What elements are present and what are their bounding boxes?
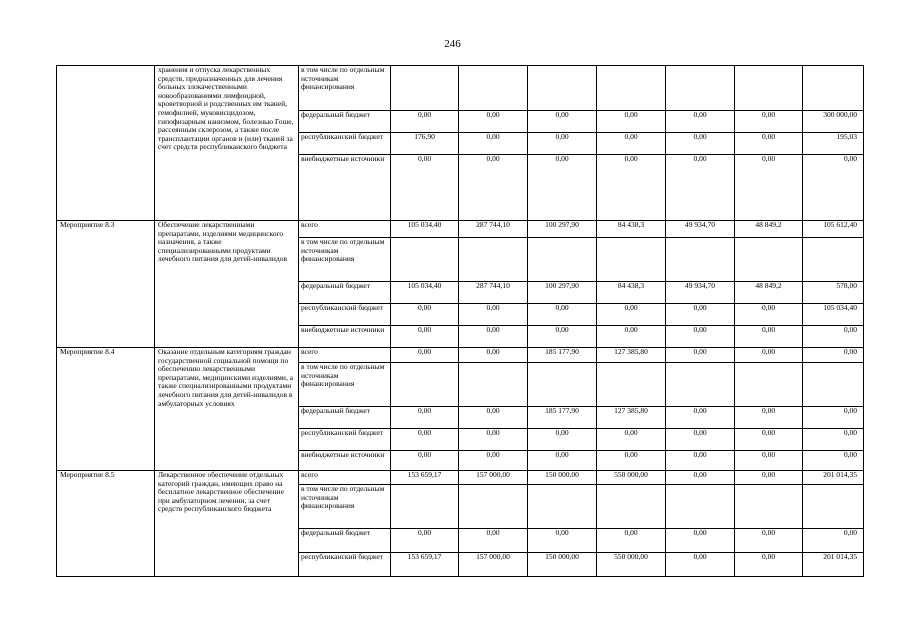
amount-cell: 49 934,70 [666, 282, 735, 304]
amount-cell [803, 66, 864, 111]
amount-cell: 0,00 [735, 111, 803, 133]
amount-cell: 0,00 [803, 407, 864, 429]
amount-cell: 0,00 [459, 529, 528, 553]
amount-cell [391, 485, 459, 529]
amount-cell [459, 238, 528, 282]
amount-cell: 0,00 [528, 429, 597, 451]
amount-cell: 0,00 [391, 529, 459, 553]
funding-source: всего [299, 221, 391, 238]
amount-cell: 100 297,90 [528, 282, 597, 304]
amount-cell: 0,00 [528, 451, 597, 471]
amount-cell: 0,00 [528, 304, 597, 326]
amount-cell: 0,00 [735, 155, 803, 221]
amount-cell [391, 363, 459, 407]
amount-cell: 287 744,10 [459, 221, 528, 238]
amount-cell: 0,00 [391, 451, 459, 471]
amount-cell: 84 438,3 [597, 282, 666, 304]
measure-label: Мероприятие 8.4 [57, 348, 155, 471]
measure-description: Обеспечение лекарственными препаратами, изделиями медицинского назначения, а также специализированными продуктами лечебного питания для детей-инвалидов [155, 221, 299, 348]
amount-cell: 127 385,80 [597, 348, 666, 363]
funding-source: федеральный бюджет [299, 529, 391, 553]
table-body [57, 66, 864, 577]
amount-cell: 0,00 [803, 529, 864, 553]
amount-cell: 0,00 [459, 304, 528, 326]
amount-cell: 0,00 [803, 451, 864, 471]
funding-source: в том числе по отдельным источникам финансирования [299, 485, 391, 529]
amount-cell: 0,00 [391, 326, 459, 348]
funding-source: внебюджетные источники [299, 451, 391, 471]
amount-cell [459, 66, 528, 111]
amount-cell: 0,00 [735, 451, 803, 471]
funding-source: республиканский бюджет [299, 133, 391, 155]
amount-cell: 0,00 [803, 326, 864, 348]
amount-cell [735, 238, 803, 282]
amount-cell: 0,00 [459, 407, 528, 429]
amount-cell [803, 363, 864, 407]
amount-cell: 0,00 [666, 471, 735, 485]
amount-cell: 0,00 [391, 348, 459, 363]
amount-cell [528, 238, 597, 282]
amount-cell: 550 000,00 [597, 553, 666, 577]
funding-source: в том числе по отдельным источникам финансирования [299, 363, 391, 407]
funding-source: республиканский бюджет [299, 304, 391, 326]
amount-cell: 0,00 [735, 471, 803, 485]
measure-label [57, 66, 155, 221]
funding-source: внебюджетные источники [299, 155, 391, 221]
amount-cell: 0,00 [803, 155, 864, 221]
amount-cell [528, 485, 597, 529]
amount-cell: 0,00 [666, 529, 735, 553]
amount-cell: 0,00 [459, 326, 528, 348]
funding-source: в том числе по отдельным источникам финансирования [299, 238, 391, 282]
amount-cell: 153 659,17 [391, 471, 459, 485]
amount-cell: 0,00 [597, 451, 666, 471]
amount-cell [459, 485, 528, 529]
amount-cell: 0,00 [459, 155, 528, 221]
funding-source: всего [299, 348, 391, 363]
page-number: 246 [444, 38, 461, 50]
amount-cell: 153 659,17 [391, 553, 459, 577]
amount-cell: 0,00 [391, 304, 459, 326]
amount-cell: 0,00 [528, 529, 597, 553]
amount-cell: 0,00 [666, 155, 735, 221]
amount-cell: 105 034,40 [803, 304, 864, 326]
amount-cell: 150 000,00 [528, 471, 597, 485]
amount-cell: 0,00 [528, 326, 597, 348]
amount-cell: 0,00 [459, 111, 528, 133]
amount-cell: 0,00 [735, 326, 803, 348]
amount-cell [597, 485, 666, 529]
amount-cell: 0,00 [597, 326, 666, 348]
amount-cell: 0,00 [735, 304, 803, 326]
amount-cell: 105 612,40 [803, 221, 864, 238]
amount-cell: 0,00 [666, 111, 735, 133]
amount-cell: 0,00 [666, 133, 735, 155]
amount-cell [597, 66, 666, 111]
amount-cell: 0,00 [597, 304, 666, 326]
amount-cell: 0,00 [391, 155, 459, 221]
funding-source: внебюджетные источники [299, 326, 391, 348]
amount-cell [459, 363, 528, 407]
amount-cell: 0,00 [597, 429, 666, 451]
amount-cell: 0,00 [735, 529, 803, 553]
amount-cell: 185 177,90 [528, 348, 597, 363]
amount-cell [391, 238, 459, 282]
amount-cell: 157 000,00 [459, 471, 528, 485]
amount-cell [666, 363, 735, 407]
amount-cell: 201 014,35 [803, 471, 864, 485]
amount-cell: 0,00 [735, 348, 803, 363]
amount-cell: 105 034,40 [391, 282, 459, 304]
amount-cell: 48 849,2 [735, 282, 803, 304]
amount-cell: 0,00 [459, 133, 528, 155]
amount-cell [597, 363, 666, 407]
funding-source: федеральный бюджет [299, 407, 391, 429]
amount-cell: 0,00 [666, 451, 735, 471]
amount-cell: 0,00 [666, 429, 735, 451]
funding-source: всего [299, 471, 391, 485]
amount-cell: 0,00 [666, 407, 735, 429]
amount-cell: 0,00 [391, 407, 459, 429]
amount-cell: 0,00 [597, 155, 666, 221]
measure-label: Мероприятие 8.5 [57, 471, 155, 577]
amount-cell: 48 849,2 [735, 221, 803, 238]
amount-cell: 0,00 [666, 304, 735, 326]
amount-cell [735, 66, 803, 111]
amount-cell: 201 014,35 [803, 553, 864, 577]
amount-cell: 578,00 [803, 282, 864, 304]
amount-cell: 105 034,40 [391, 221, 459, 238]
amount-cell: 185 177,90 [528, 407, 597, 429]
table-row [57, 221, 864, 238]
amount-cell: 287 744,10 [459, 282, 528, 304]
amount-cell [666, 66, 735, 111]
table-row [57, 66, 864, 111]
amount-cell [735, 363, 803, 407]
amount-cell: 0,00 [735, 407, 803, 429]
amount-cell [597, 238, 666, 282]
funding-source: федеральный бюджет [299, 111, 391, 133]
amount-cell: 550 000,00 [597, 471, 666, 485]
amount-cell [803, 238, 864, 282]
measure-description: Лекарственное обеспечение отдельных категорий граждан, имеющих право на бесплатное лекарственное обеспечение при амбулаторном лечении, за счет средств республиканского бюджета [155, 471, 299, 577]
amount-cell: 0,00 [666, 326, 735, 348]
amount-cell: 0,00 [459, 348, 528, 363]
amount-cell: 0,00 [528, 133, 597, 155]
amount-cell: 195,03 [803, 133, 864, 155]
amount-cell: 0,00 [528, 155, 597, 221]
funding-source: в том числе по отдельным источникам финансирования [299, 66, 391, 111]
budget-table [56, 65, 864, 577]
amount-cell: 0,00 [597, 529, 666, 553]
amount-cell: 0,00 [391, 429, 459, 451]
measure-label: Мероприятие 8.3 [57, 221, 155, 348]
amount-cell: 49 934,70 [666, 221, 735, 238]
amount-cell: 157 000,00 [459, 553, 528, 577]
amount-cell: 0,00 [391, 111, 459, 133]
amount-cell: 0,00 [666, 553, 735, 577]
amount-cell: 0,00 [597, 133, 666, 155]
amount-cell [735, 485, 803, 529]
amount-cell [528, 66, 597, 111]
amount-cell: 127 385,80 [597, 407, 666, 429]
amount-cell: 0,00 [803, 429, 864, 451]
table-row [57, 471, 864, 485]
amount-cell [528, 363, 597, 407]
amount-cell [391, 66, 459, 111]
funding-source: республиканский бюджет [299, 553, 391, 577]
amount-cell: 0,00 [528, 111, 597, 133]
amount-cell: 150 000,00 [528, 553, 597, 577]
amount-cell: 0,00 [597, 111, 666, 133]
amount-cell: 176,90 [391, 133, 459, 155]
amount-cell: 0,00 [459, 429, 528, 451]
amount-cell: 0,00 [735, 553, 803, 577]
amount-cell: 300 000,00 [803, 111, 864, 133]
amount-cell: 84 438,3 [597, 221, 666, 238]
amount-cell: 100 297,90 [528, 221, 597, 238]
amount-cell [803, 485, 864, 529]
table-row [57, 348, 864, 363]
funding-source: федеральный бюджет [299, 282, 391, 304]
measure-description: хранения и отпуска лекарственных средств, предназначенных для лечения больных злокачественными новообразованиями лимфоидной, кроветворной и родственных им тканей, гемофилией, муковисцидозом, гипофизарным нанизмом, болезнью Гоше, рассеянным склерозом, а также после трансплантации органов и (или) тканей за счет средств республиканского бюджета [155, 66, 299, 221]
amount-cell: 0,00 [666, 348, 735, 363]
amount-cell: 0,00 [803, 348, 864, 363]
amount-cell: 0,00 [735, 133, 803, 155]
amount-cell: 0,00 [735, 429, 803, 451]
funding-source: республиканский бюджет [299, 429, 391, 451]
amount-cell: 0,00 [459, 451, 528, 471]
measure-description: Оказание отдельным категориям граждан государственной социальной помощи по обеспечению лекарственными препаратами, медицинскими изделиями, а также специализированными продуктами лечебного питания для детей-инвалидов в амбулаторных условиях [155, 348, 299, 471]
amount-cell [666, 238, 735, 282]
amount-cell [666, 485, 735, 529]
